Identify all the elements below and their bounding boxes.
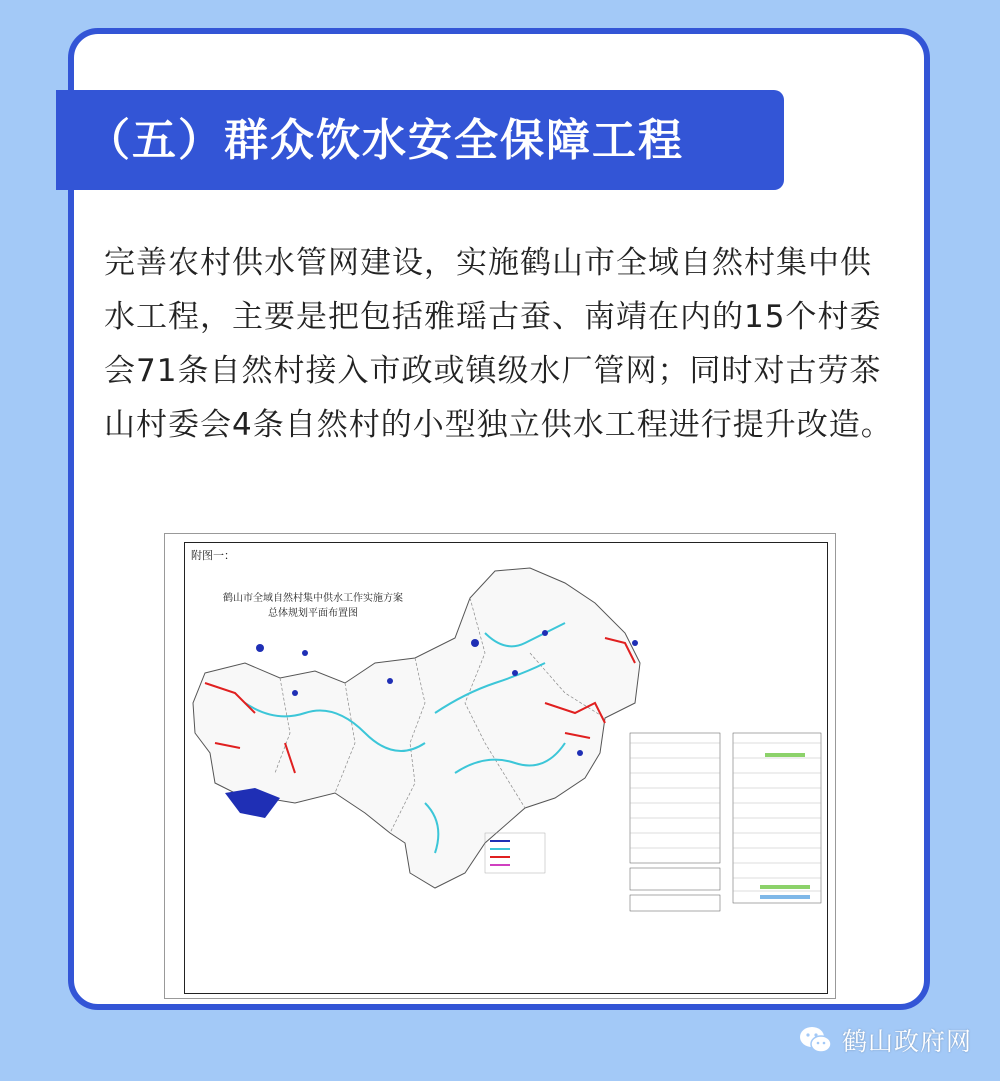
body-paragraph: 完善农村供水管网建设，实施鹤山市全域自然村集中供水工程，主要是把包括雅瑶古蚕、南靖在内的15个村委会71条自然村接入市政或镇级水厂管网；同时对古劳茶山村委会4条自然村的小型独立供水工程进行提升改造。	[104, 245, 893, 443]
map-border	[184, 542, 828, 994]
watermark-text: 鹤山政府网	[842, 1027, 973, 1056]
planning-map-image	[164, 533, 836, 999]
wechat-icon	[796, 1020, 836, 1060]
map-title-line2: 总体规划平面布置图	[268, 608, 358, 619]
map-data-tables	[630, 733, 821, 911]
map-caption: 附图一：	[191, 549, 235, 562]
map-legend	[485, 833, 545, 873]
map-region-outline	[193, 568, 640, 888]
watermark	[796, 1020, 972, 1060]
map-drawing	[185, 543, 829, 995]
map-title-line1: 鹤山市全域自然村集中供水工作实施方案	[223, 593, 403, 604]
section-title: （五）群众饮水安全保障工程	[86, 115, 684, 166]
